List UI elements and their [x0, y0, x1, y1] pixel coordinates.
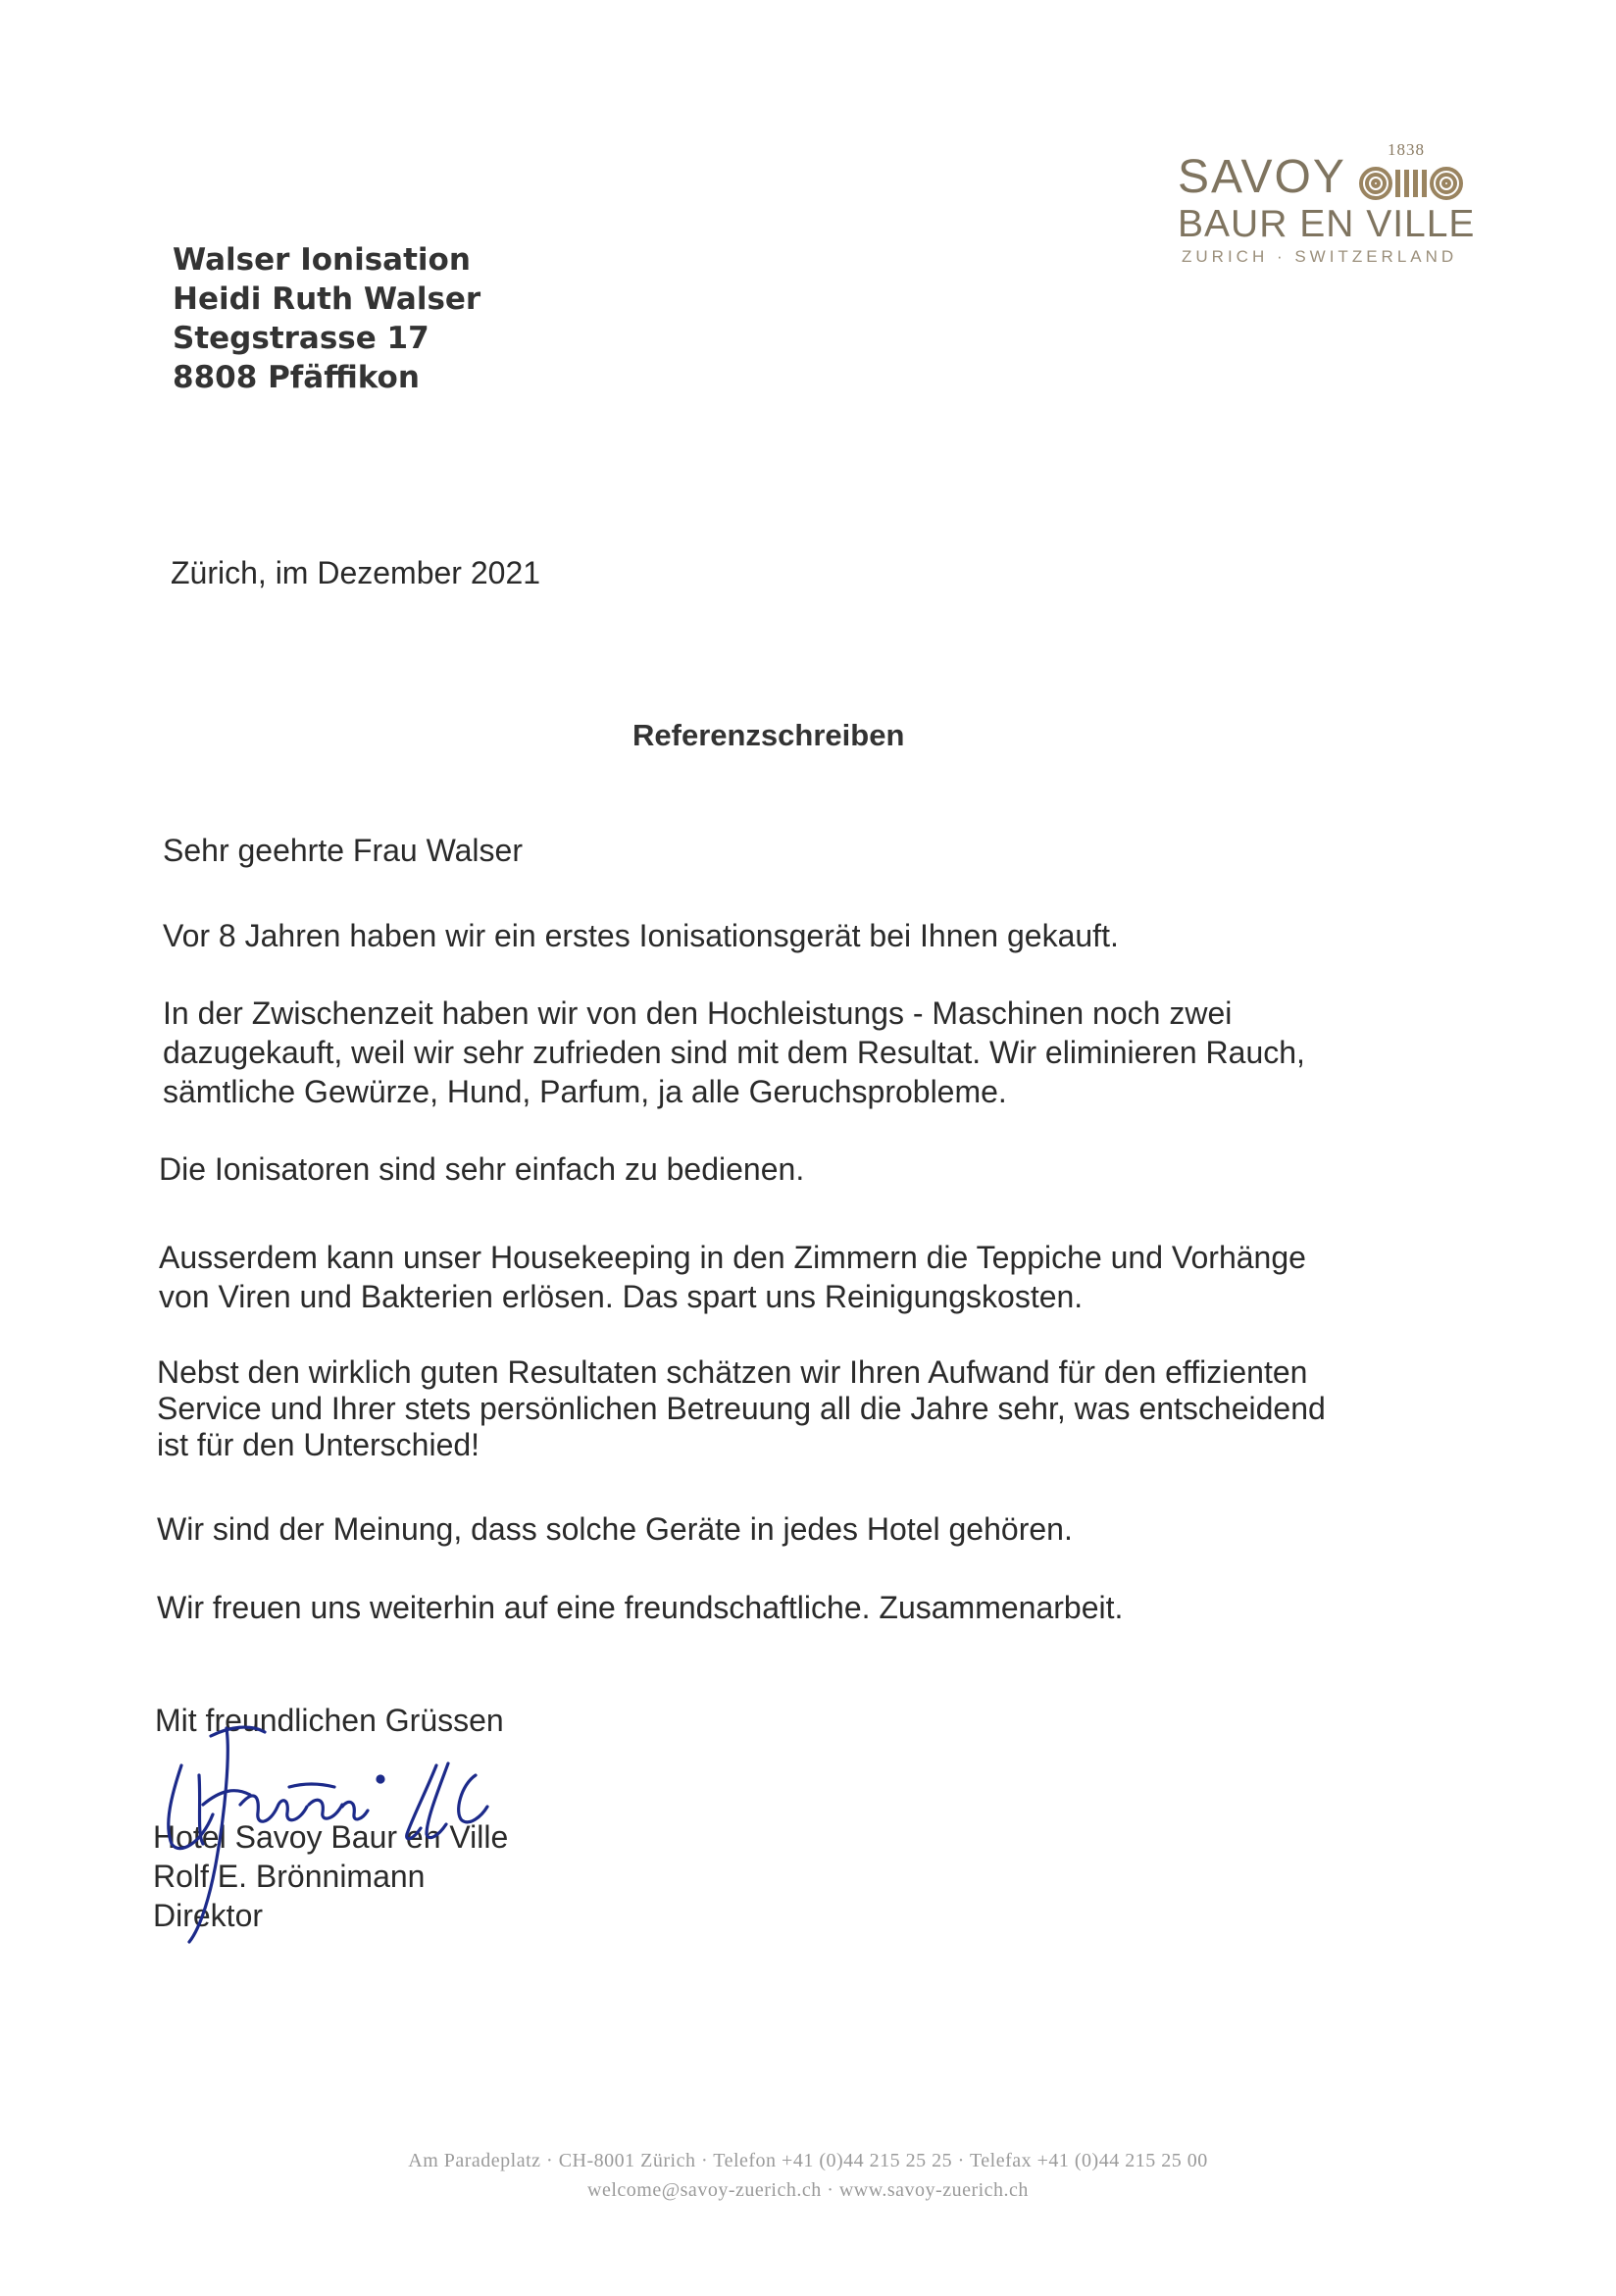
paragraph-line: In der Zwischenzeit haben wir von den Hochleistungs - Maschinen noch zwei [163, 995, 1233, 1031]
paragraph-line: Wir sind der Meinung, dass solche Geräte in jedes Hotel gehören. [157, 1511, 1073, 1547]
paragraph-3 [159, 1149, 804, 1189]
handwritten-signature [142, 1697, 554, 1952]
logo-year: 1838 [1388, 140, 1425, 159]
paragraph-line: von Viren und Bakterien erlösen. Das spart uns Reinigungskosten. [159, 1279, 1084, 1314]
letter-date: Zürich, im Dezember 2021 [171, 555, 541, 590]
hotel-logo [1172, 132, 1476, 270]
footer-address: Am Paradeplatz · CH-8001 Zürich · Telefon +41 (0)44 215 25 25 · Telefax +41 (0)44 215 25 00 [408, 2150, 1208, 2171]
letter-footer [0, 2146, 1616, 2205]
paragraph-line: dazugekauft, weil wir sehr zufrieden sind mit dem Resultat. Wir eliminieren Rauch, [163, 1035, 1305, 1070]
paragraph-line: Ausserdem kann unser Housekeeping in den Zimmern die Teppiche und Vorhänge [159, 1240, 1306, 1275]
recipient-street: Stegstrasse 17 [173, 321, 429, 356]
letter-subject: Referenzschreiben [632, 718, 905, 752]
recipient-address [173, 240, 480, 397]
paragraph-1 [163, 916, 1119, 955]
paragraph-line: sämtliche Gewürze, Hund, Parfum, ja alle Geruchsprobleme. [163, 1074, 1007, 1109]
paragraph-line: Nebst den wirklich guten Resultaten schätzen wir Ihren Aufwand für den effizienten [157, 1354, 1308, 1390]
signer-title: Direktor [153, 1898, 264, 1933]
logo-name: SAVOY [1178, 151, 1346, 203]
logo-location: ZURICH · SWITZERLAND [1182, 247, 1458, 266]
paragraph-line: Service und Ihrer stets persönlichen Betreuung all die Jahre sehr, was entscheidend [157, 1391, 1326, 1426]
paragraph-line: Wir freuen uns weiterhin auf eine freundschaftliche. Zusammenarbeit. [157, 1590, 1124, 1625]
paragraph-4 [159, 1238, 1306, 1316]
recipient-person: Heidi Ruth Walser [173, 281, 481, 317]
paragraph-line: Die Ionisatoren sind sehr einfach zu bedienen. [159, 1151, 805, 1187]
salutation: Sehr geehrte Frau Walser [163, 833, 523, 868]
logo-subtitle: BAUR EN VILLE [1178, 203, 1476, 245]
paragraph-line: ist für den Unterschied! [157, 1427, 480, 1462]
spiral-emblem-icon [1358, 164, 1464, 203]
footer-contact: welcome@savoy-zuerich.ch · www.savoy-zuerich.ch [587, 2179, 1029, 2201]
paragraph-5 [157, 1354, 1326, 1463]
recipient-city: 8808 Pfäffikon [173, 360, 420, 395]
signer-name: Rolf E. Brönnimann [153, 1859, 426, 1894]
paragraph-6 [157, 1509, 1073, 1549]
signer-hotel: Hotel Savoy Baur en Ville [153, 1819, 509, 1855]
paragraph-line: Vor 8 Jahren haben wir ein erstes Ionisationsgerät bei Ihnen gekauft. [163, 918, 1119, 953]
recipient-company: Walser Ionisation [173, 242, 471, 278]
paragraph-7 [157, 1588, 1123, 1627]
paragraph-2 [163, 994, 1305, 1111]
closing-phrase: Mit freundlichen Grüssen [155, 1703, 504, 1738]
